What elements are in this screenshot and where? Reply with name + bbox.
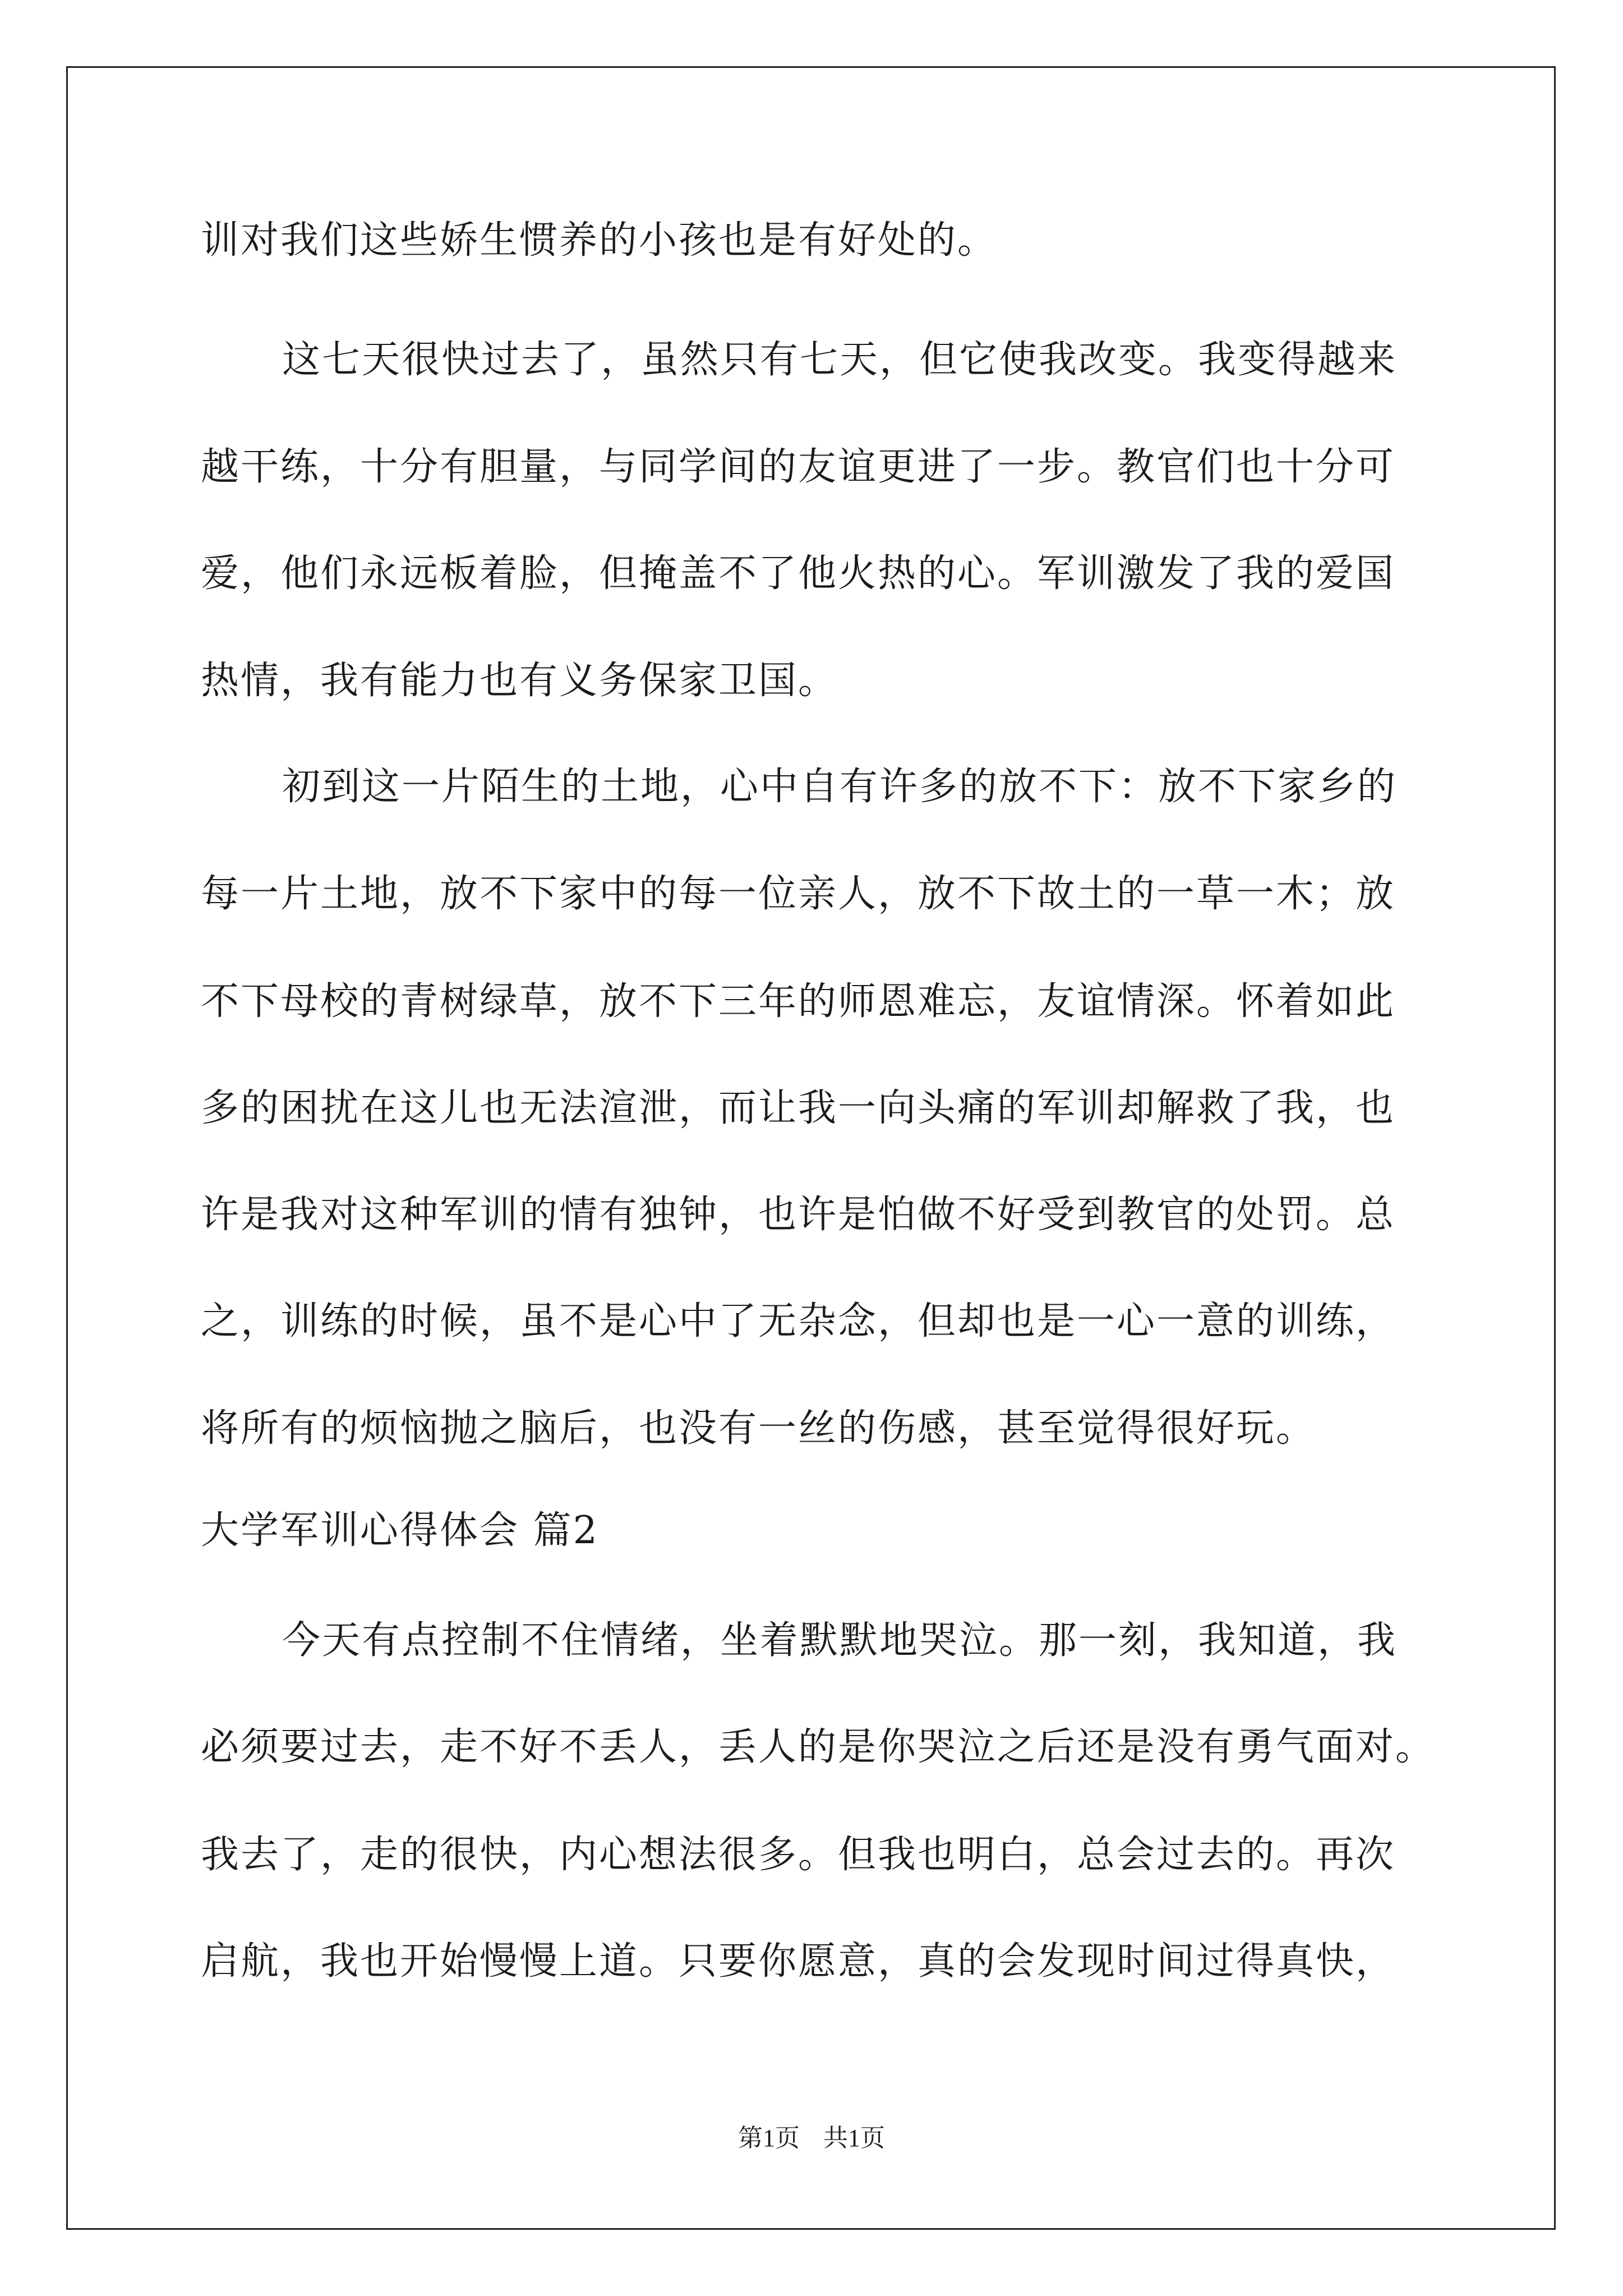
section-heading: 大学军训心得体会 篇2	[201, 1508, 599, 1553]
text-line: 爱，他们永远板着脸，但掩盖不了他火热的心。军训激发了我的爱国	[201, 551, 1396, 596]
text-line: 训对我们这些娇生惯养的小孩也是有好处的。	[201, 218, 998, 263]
page-total: 共1页	[823, 2124, 885, 2152]
paragraph-first-line: 今天有点控制不住情绪，坐着默默地哭泣。那一刻，我知道，我	[282, 1618, 1398, 1663]
page-border	[66, 66, 1556, 2230]
text-line: 将所有的烦恼抛之脑后，也没有一丝的伤感，甚至觉得很好玩。	[201, 1406, 1316, 1451]
text-line: 启航，我也开始慢慢上道。只要你愿意，真的会发现时间过得真快，	[201, 1939, 1396, 1984]
text-line: 不下母校的青树绿草，放不下三年的师恩难忘，友谊情深。怀着如此	[201, 979, 1396, 1024]
paragraph-first-line: 初到这一片陌生的土地，心中自有许多的放不下：放不下家乡的	[282, 765, 1398, 809]
text-line: 之，训练的时候，虽不是心中了无杂念，但却也是一心一意的训练，	[201, 1299, 1396, 1343]
text-line: 多的困扰在这儿也无法渲泄，而让我一向头痛的军训却解救了我，也	[201, 1086, 1396, 1130]
text-line: 我去了，走的很快，内心想法很多。但我也明白，总会过去的。再次	[201, 1833, 1396, 1877]
paragraph-first-line: 这七天很快过去了，虽然只有七天，但它使我改变。我变得越来	[282, 338, 1398, 382]
text-line: 越干练，十分有胆量，与同学间的友谊更进了一步。教官们也十分可	[201, 445, 1396, 489]
page-footer	[0, 2126, 1623, 2151]
text-line: 许是我对这种军训的情有独钟，也许是怕做不好受到教官的处罚。总	[201, 1193, 1396, 1237]
text-line: 必须要过去，走不好不丢人，丢人的是你哭泣之后还是没有勇气面对。	[201, 1725, 1436, 1769]
text-line: 每一片土地，放不下家中的每一位亲人，放不下故土的一草一木；放	[201, 872, 1396, 916]
text-line: 热情，我有能力也有义务保家卫国。	[201, 659, 838, 703]
page-number: 第1页	[738, 2124, 800, 2152]
